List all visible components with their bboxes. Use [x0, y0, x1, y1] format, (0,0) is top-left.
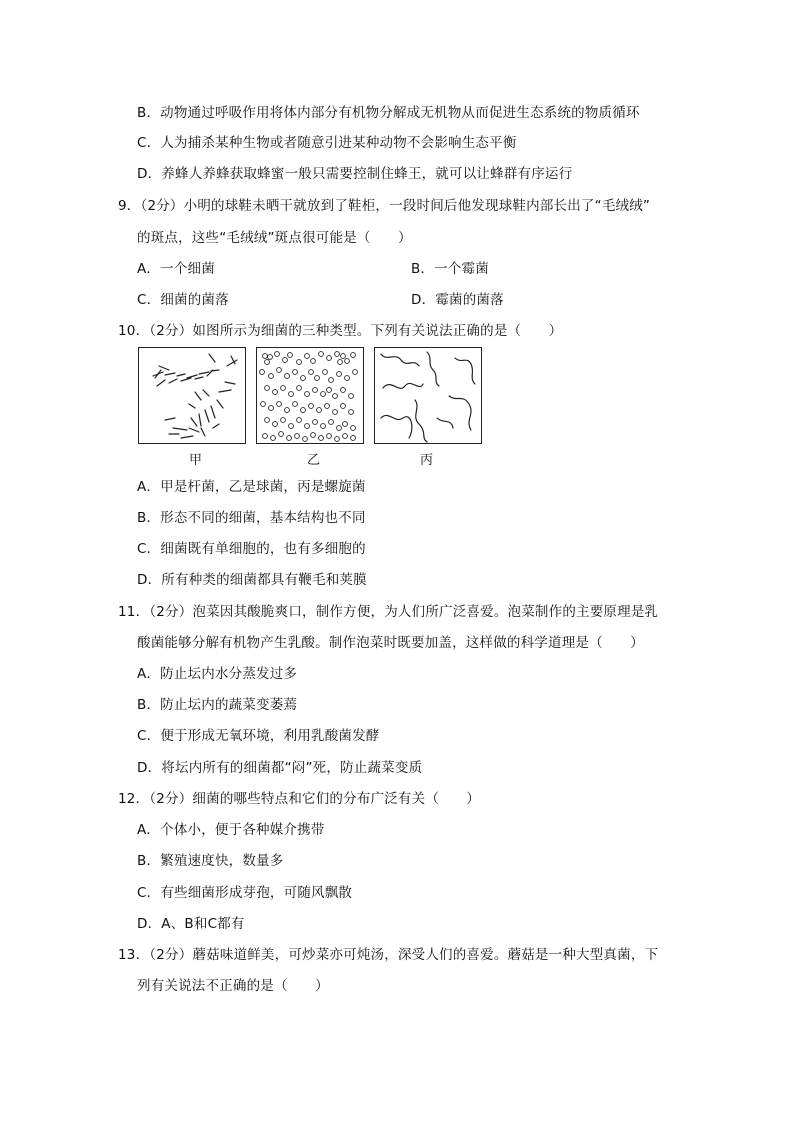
q11-stem-line2: 酸菌能够分解有机物产生乳酸。制作泡菜时既要加盖，这样做的科学道理是（ ） — [137, 635, 644, 651]
q11-option-b: B．防止坛内的蔬菜变萎蔫 — [137, 697, 298, 713]
figure-label-jia: 甲 — [189, 453, 203, 468]
q10-option-d: D．所有种类的细菌都具有鞭毛和荚膜 — [137, 572, 367, 588]
q12-option-d: D．A、B和C都有 — [137, 916, 245, 932]
spiral-bacteria-drawing — [375, 348, 483, 445]
q9-option-a: A．一个细菌 — [137, 261, 215, 277]
q9-option-c: C．细菌的菌落 — [137, 292, 229, 308]
q9-stem-line1: 9．（2分）小明的球鞋未晒干就放到了鞋柜，一段时间后他发现球鞋内部长出了“毛绒绒” — [118, 198, 651, 214]
q8-option-d: D．养蜂人养蜂获取蜂蜜一般只需要控制住蜂王，就可以让蜂群有序运行 — [137, 166, 573, 182]
rod-bacteria-drawing — [139, 348, 247, 445]
q9-stem-line2: 的斑点，这些“毛绒绒”斑点很可能是（ ） — [137, 230, 412, 246]
cocci-bacteria-panel — [256, 347, 364, 444]
bacteria-figure — [138, 347, 482, 447]
q10-stem: 10．（2分）如图所示为细菌的三种类型。下列有关说法正确的是（ ） — [118, 323, 563, 339]
q10-option-b: B．形态不同的细菌，基本结构也不同 — [137, 510, 366, 526]
q10-option-c: C．细菌既有单细胞的，也有多细胞的 — [137, 541, 366, 557]
q10-option-a: A．甲是杆菌，乙是球菌，丙是螺旋菌 — [137, 479, 366, 495]
q9-option-d: D．霉菌的菌落 — [411, 292, 504, 308]
q9-option-b: B．一个霉菌 — [411, 261, 489, 277]
rod-bacteria-panel — [138, 347, 246, 444]
q11-option-c: C．便于形成无氧环境，利用乳酸菌发酵 — [137, 728, 380, 744]
q12-option-b: B．繁殖速度快，数量多 — [137, 853, 284, 869]
q11-option-a: A．防止坛内水分蒸发过多 — [137, 666, 298, 682]
q8-option-c: C．人为捕杀某种生物或者随意引进某种动物不会影响生态平衡 — [137, 135, 517, 151]
cocci-bacteria-drawing — [257, 348, 365, 445]
figure-label-yi: 乙 — [307, 453, 321, 468]
q11-stem-line1: 11．（2分）泡菜因其酸脆爽口，制作方便，为人们所广泛喜爱。泡菜制作的主要原理是乳 — [118, 604, 659, 620]
q13-stem-line2: 列有关说法不正确的是（ ） — [137, 978, 329, 994]
q12-option-a: A．个体小，便于各种媒介携带 — [137, 822, 325, 838]
q12-option-c: C．有些细菌形成芽孢，可随风飘散 — [137, 885, 353, 901]
q12-stem: 12．（2分）细菌的哪些特点和它们的分布广泛有关（ ） — [118, 791, 481, 807]
q8-option-b: B．动物通过呼吸作用将体内部分有机物分解成无机物从而促进生态系统的物质循环 — [137, 105, 640, 121]
q11-option-d: D．将坛内所有的细菌都“闷”死，防止蔬菜变质 — [137, 760, 423, 776]
figure-label-bing: 丙 — [420, 453, 434, 468]
spiral-bacteria-panel — [374, 347, 482, 444]
q13-stem-line1: 13．（2分）蘑菇味道鲜美，可炒菜亦可炖汤，深受人们的喜爱。蘑菇是一种大型真菌，下 — [118, 947, 659, 963]
